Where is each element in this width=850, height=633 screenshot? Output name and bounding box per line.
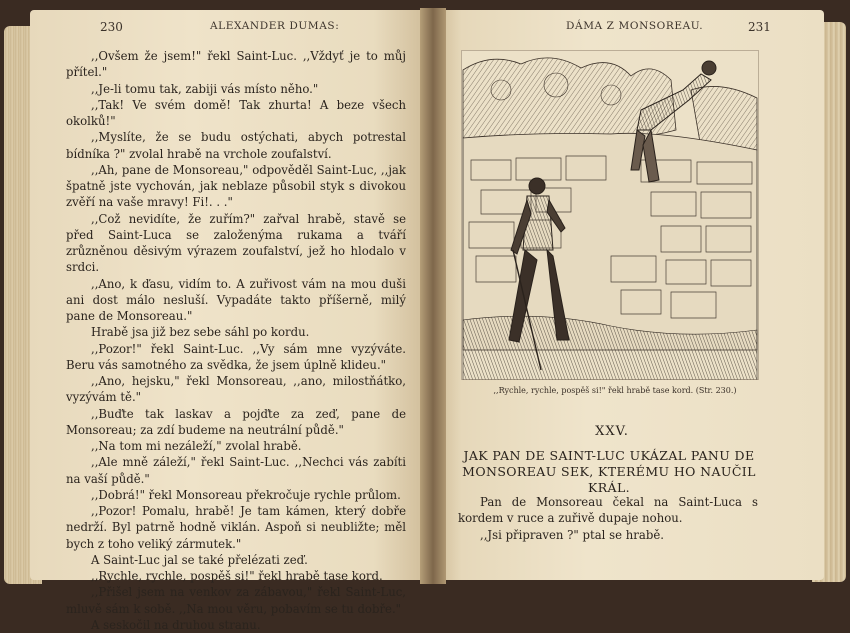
paragraph: ,,Jsi připraven ?" ptal se hrabě. [480, 527, 664, 542]
paragraph: ,,Rychle, rychle, pospěš si!" řekl hrabě tase kord. [91, 569, 383, 583]
engraving-illustration [461, 50, 759, 380]
chapter-title: JAK PAN DE SAINT-LUC UKÁZAL PANU DE MONSOREAU SEK, KTERÉMU HO NAUČIL KRÁL. [462, 448, 756, 495]
left-running-head: ALEXANDER DUMAS: [210, 20, 340, 32]
paragraph: ,,Což nevidíte, že zuřím?" zařval hrabě, stavě se před Saint-Luca se založenýma rukama a tváří zrůzněnou děsivým výrazem zoufalství, jež ho hlodalo v srdci. [66, 211, 406, 275]
paragraph: Pan de Monsoreau čekal na Saint-Luca s kordem v ruce a zuřivě dupaje nohou. [458, 495, 758, 526]
paragraph: ,,Ale mně záleží," řekl Saint-Luc. ,,Nechci vás zabíti na vaší půdě." [66, 455, 406, 486]
paragraph: Hrabě jsa již bez sebe sáhl po kordu. [91, 325, 310, 340]
paragraph: ,,Přišel jsem na venkov za zábavou," řekl Saint-Luc, mluvě sám k sobě. ,,Na mou věru, pobavím se tu dobře." [66, 585, 406, 616]
left-page-number: 230 [100, 20, 123, 34]
paragraph: ,,Dobrá!" řekl Monsoreau překročuje rychle průlom. [91, 487, 401, 502]
right-body-text [458, 494, 758, 543]
book-gutter [420, 8, 446, 584]
left-body-text [66, 48, 406, 633]
paragraph: ,,Ano, k ďasu, vidím to. A zuřivost vám na mou duši ani dost málo nesluší. Vypadáte takto příšerně, milý pane de Monsoreau." [66, 276, 406, 323]
paragraph: ,,Na tom mi nezáleží," zvolal hrabě. [91, 439, 302, 453]
chapter-number: XXV. [595, 424, 629, 439]
paragraph: ,,Tak! Ve svém domě! Tak zhurta! A beze všech okolků!" [66, 97, 406, 128]
paragraph: ,,Myslíte, že se budu ostýchati, abych potrestal bídníka ?" zvolal hrabě na vrchole zoufalství. [66, 130, 406, 161]
paragraph: ,,Ovšem že jsem!" řekl Saint-Luc. ,,Vždyť je to můj přítel." [66, 49, 406, 80]
right-page-number: 231 [748, 20, 771, 34]
paragraph: ,,Je-li tomu tak, zabiji vás místo něho." [91, 81, 319, 96]
paragraph: ,,Pozor! Pomalu, hrabě! Je tam kámen, který dobře nedrží. Byl patrně hodně viklán. Aspoň si neubližte; měl bych z toho veliký zármutek." [66, 504, 406, 551]
paragraph: A seskočil na druhou stranu. [91, 617, 261, 632]
paragraph: ,,Pozor!" řekl Saint-Luc. ,,Vy sám mne vyzýváte. Beru vás samotného za svědka, že jsem úplně klideu." [66, 341, 406, 372]
paragraph: ,,Buďte tak laskav a pojďte za zeď, pane de Monsoreau; za zdí budeme na neutrální půdě." [66, 406, 406, 437]
paragraph: A Saint-Luc jal se také přelézati zeď. [91, 552, 308, 567]
paragraph: ,,Ah, pane de Monsoreau," odpověděl Saint-Luc, ,,jak špatně jste vychován, jak neblaze působil styk s divokou zvěří na vaše mravy! Fi!. . ." [66, 162, 406, 210]
illustration-caption: ,,Rychle, rychle, pospěš si!" řekl hrabě tase kord. (Str. 230.) [493, 386, 737, 395]
paragraph: ,,Ano, hejsku," řekl Monsoreau, ,,ano, milostňátko, vyzývám tě." [66, 374, 406, 405]
right-running-head: DÁMA Z MONSOREAU. [566, 20, 704, 32]
